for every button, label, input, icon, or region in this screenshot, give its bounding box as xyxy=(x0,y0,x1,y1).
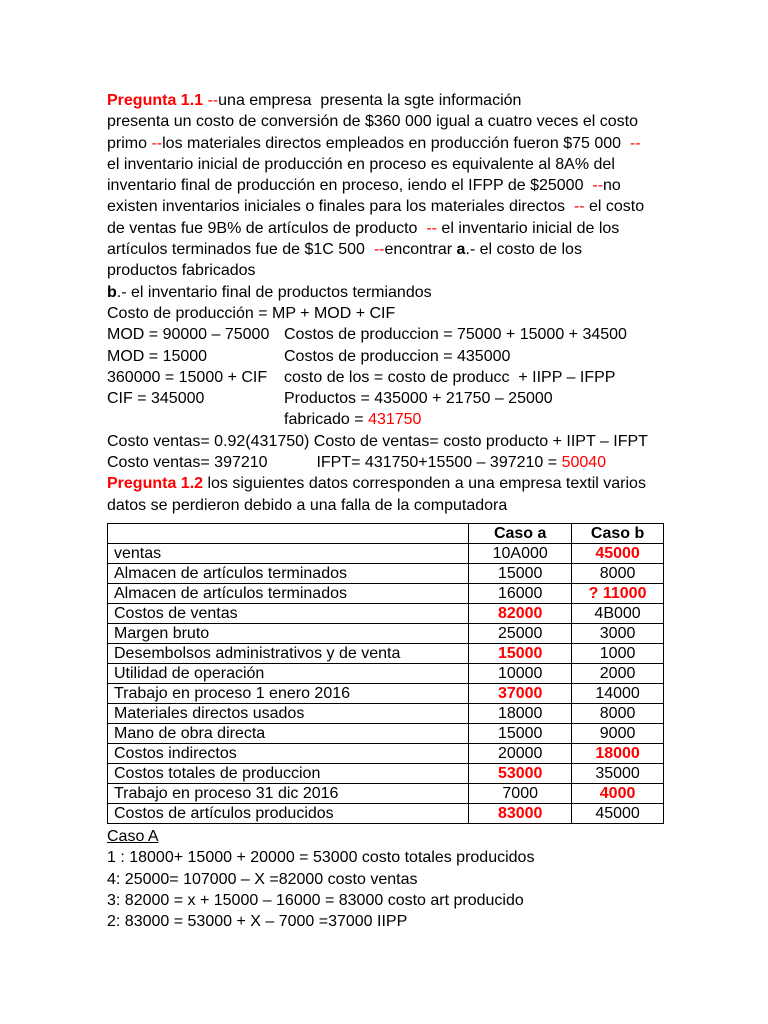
table-row xyxy=(108,643,664,663)
cell-caso-b: 45000 xyxy=(572,803,664,823)
row-label: Costos totales de produccion xyxy=(108,763,469,783)
p11-line-7: de ventas fue 9B% de artículos de producto -- el inventario inicial de los xyxy=(107,219,620,237)
cell-caso-a: 25000 xyxy=(469,623,572,643)
cell-caso-b: 14000 xyxy=(572,683,664,703)
caso-a-line-2: 4: 25000= 107000 – X =82000 costo ventas xyxy=(107,870,418,888)
row-label: Almacen de artículos terminados xyxy=(108,563,469,583)
header-empty xyxy=(108,523,469,543)
cell-caso-a: 37000 xyxy=(469,683,572,703)
p11-line-10: b.- el inventario final de productos termiandos xyxy=(107,283,432,301)
calc-row-5: fabricado = 431750 xyxy=(284,411,422,429)
header-caso-b: Caso b xyxy=(572,523,664,543)
caso-a-line-1: 1 : 18000+ 15000 + 20000 = 53000 costo totales producidos xyxy=(107,849,535,867)
cell-caso-b: 45000 xyxy=(572,543,664,563)
cell-caso-b: 2000 xyxy=(572,663,664,683)
cell-caso-b: 35000 xyxy=(572,763,664,783)
cell-caso-a: 53000 xyxy=(469,763,572,783)
row-label: Mano de obra directa xyxy=(108,723,469,743)
cell-caso-b: 3000 xyxy=(572,623,664,643)
cell-caso-b: 9000 xyxy=(572,723,664,743)
cell-caso-a: 18000 xyxy=(469,703,572,723)
caso-a-line-3: 3: 82000 = x + 15000 – 16000 = 83000 costo art producido xyxy=(107,891,524,909)
pregunta-1-1-title: Pregunta 1.1 xyxy=(107,92,204,109)
p11-line-6: existen inventarios iniciales o finales para los materiales directos -- el costo xyxy=(107,198,645,216)
header-caso-a: Caso a xyxy=(469,523,572,543)
p11-line-9: productos fabricados xyxy=(107,262,256,280)
cell-caso-a: 15000 xyxy=(469,643,572,663)
table-header-row xyxy=(108,523,664,543)
table-row xyxy=(108,683,664,703)
cell-caso-a: 15000 xyxy=(469,723,572,743)
caso-a-line-4: 2: 83000 = 53000 + X – 7000 =37000 IIPP xyxy=(107,913,408,931)
table-row xyxy=(108,663,664,683)
calc-row-1: MOD = 90000 – 75000 Costos de produccion = 75000 + 15000 + 34500 xyxy=(107,326,627,344)
table-row xyxy=(108,703,664,723)
cell-caso-b: 4B000 xyxy=(572,603,664,623)
table-row xyxy=(108,583,664,603)
cell-caso-b: ? 11000 xyxy=(572,583,664,603)
result-ifpt: 50040 xyxy=(561,454,607,472)
p11-line-5: inventario final de producción en proceso, iendo el IFPP de $25000 --no xyxy=(107,177,621,195)
p12-line-1: Pregunta 1.2 los siguientes datos corresponden a una empresa textil varios xyxy=(107,475,646,493)
cell-caso-a: 7000 xyxy=(469,783,572,803)
cell-caso-a: 10000 xyxy=(469,663,572,683)
row-label: Margen bruto xyxy=(108,623,469,643)
cell-caso-a: 82000 xyxy=(469,603,572,623)
separator: -- xyxy=(207,92,219,109)
table-row xyxy=(108,623,664,643)
table-row xyxy=(108,743,664,763)
calc-row-4: CIF = 345000 Productos = 435000 + 21750 – 25000 xyxy=(107,390,553,408)
cell-caso-a: 83000 xyxy=(469,803,572,823)
row-label: ventas xyxy=(108,543,469,563)
p11-line-1: Pregunta 1.1 --una empresa presenta la sgte información xyxy=(107,92,522,109)
formula-costo-produccion: Costo de producción = MP + MOD + CIF xyxy=(107,304,396,322)
pregunta-1-2-title: Pregunta 1.2 xyxy=(107,475,204,493)
p11-line-3: primo --los materiales directos empleados en producción fueron $75 000 -- xyxy=(107,134,641,152)
data-table xyxy=(107,523,664,824)
cell-caso-b: 8000 xyxy=(572,563,664,583)
cell-caso-a: 20000 xyxy=(469,743,572,763)
cell-caso-b: 18000 xyxy=(572,743,664,763)
p12-line-2: datos se perdieron debido a una falla de la computadora xyxy=(107,496,508,514)
calc-row-2: MOD = 15000 Costos de produccion = 435000 xyxy=(107,347,511,365)
table-row xyxy=(108,763,664,783)
row-label: Desembolsos administrativos y de venta xyxy=(108,643,469,663)
cell-caso-a: 16000 xyxy=(469,583,572,603)
row-label: Trabajo en proceso 31 dic 2016 xyxy=(108,783,469,803)
p11-line-2: presenta un costo de conversión de $360 000 igual a cuatro veces el costo xyxy=(107,113,639,131)
row-label: Costos indirectos xyxy=(108,743,469,763)
row-label: Trabajo en proceso 1 enero 2016 xyxy=(108,683,469,703)
calc-costo-ventas: Costo ventas= 0.92(431750) Costo de ventas= costo producto + IIPT – IFPT xyxy=(107,432,648,450)
row-label: Costos de artículos producidos xyxy=(108,803,469,823)
cell-caso-b: 1000 xyxy=(572,643,664,663)
cell-caso-b: 4000 xyxy=(572,783,664,803)
calc-row-3: 360000 = 15000 + CIF costo de los = costo de producc + IIPP – IFPP xyxy=(107,368,616,386)
row-label: Materiales directos usados xyxy=(108,703,469,723)
row-label: Utilidad de operación xyxy=(108,663,469,683)
table-row xyxy=(108,803,664,823)
table-row xyxy=(108,603,664,623)
caso-a-title: Caso A xyxy=(107,827,159,845)
row-label: Costos de ventas xyxy=(108,603,469,623)
result-fabricado: 431750 xyxy=(368,411,422,429)
p11-line-4: el inventario inicial de producción en proceso es equivalente al 8A% del xyxy=(107,155,615,173)
cell-caso-a: 15000 xyxy=(469,563,572,583)
p11-line-8: artículos terminados fue de $1C 500 --encontrar a.- el costo de los xyxy=(107,241,582,259)
table-row xyxy=(108,563,664,583)
cell-caso-b: 8000 xyxy=(572,703,664,723)
document-page xyxy=(107,90,667,932)
table-row xyxy=(108,543,664,563)
table-row xyxy=(108,723,664,743)
calc-ifpt: Costo ventas= 397210 IFPT= 431750+15500 – 397210 = 50040 xyxy=(107,454,607,472)
table-row xyxy=(108,783,664,803)
row-label: Almacen de artículos terminados xyxy=(108,583,469,603)
cell-caso-a: 10A000 xyxy=(469,543,572,563)
